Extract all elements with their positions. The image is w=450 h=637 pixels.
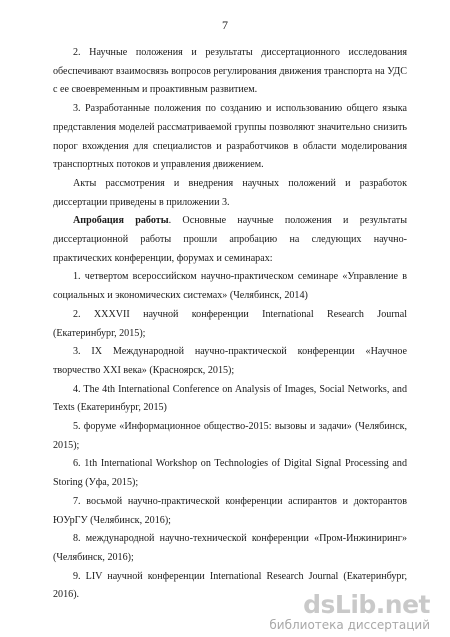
approbation-text: . Основные научные положения и результаты диссертационной работы прошли апробацию на следующих научно-практических конференции, форумах и семинарах: xyxy=(53,215,407,264)
watermark-logo: dsLib.net xyxy=(303,590,430,619)
watermark-caption: библиотека диссертаций xyxy=(269,618,430,632)
conference-item: 7. восьмой научно-практической конференции аспирантов и докторантов ЮУрГУ (Челябинск, 2016); xyxy=(53,495,407,526)
watermark xyxy=(269,592,430,631)
conference-item: 9. LIV научной конференции International Research Journal (Екатеринбург, 2016). xyxy=(53,570,407,601)
conference-item: 1. четвертом всероссийском научно-практическом семинаре «Управление в социальных и экономических системах» (Челябинск, 2014) xyxy=(53,271,407,302)
paragraph: 3. Разработанные положения по созданию и использованию общего языка представления моделей рассматриваемой группы позволяют значительно снизить порог вхождения для специалистов и разработчиков в области моделирования транспортных потоков и управления движением. xyxy=(53,103,407,171)
conference-item: 3. IX Международной научно-практической конференции «Научное творчество XXI века» (Красноярск, 2015); xyxy=(53,346,407,376)
conference-item: 4. The 4th International Conference on Analysis of Images, Social Networks, and Texts (Екатеринбург, 2015) xyxy=(53,383,407,414)
page-number: 7 xyxy=(222,18,228,32)
conference-item: 6. 1th International Workshop on Technologies of Digital Signal Processing and Storing (Уфа, 2015); xyxy=(53,458,407,489)
document-body xyxy=(53,44,407,605)
paragraph: 2. Научные положения и результаты диссертационного исследования обеспечивают взаимосвязь вопросов регулирования движения транспорта на УДС с ее своевременным и проактивным развитием. xyxy=(53,47,407,96)
conference-item: 5. форуме «Информационное общество-2015: вызовы и задачи» (Челябинск, 2015); xyxy=(53,421,407,451)
conference-item: 8. международной научно-технической конференции «Пром-Инжиниринг» (Челябинск, 2016); xyxy=(53,533,407,563)
approbation-paragraph xyxy=(53,212,407,268)
conference-item: 2. XXXVII научной конференции International Research Journal (Екатеринбург, 2015); xyxy=(53,308,407,339)
approbation-heading: Апробация работы xyxy=(73,215,169,227)
paragraph: Акты рассмотрения и внедрения научных положений и разработок диссертации приведены в приложении 3. xyxy=(53,177,407,208)
